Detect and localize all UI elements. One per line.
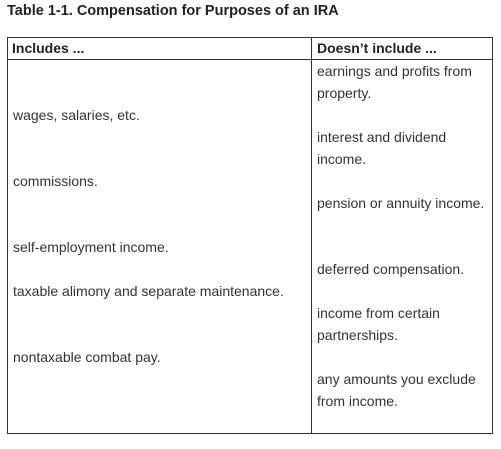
table-header-row xyxy=(8,38,492,60)
excluded-item: earnings and profits from property. xyxy=(317,63,472,101)
excluded-item: income from certain partnerships. xyxy=(317,305,440,343)
header-doesnt-include: Doesn’t include ... xyxy=(317,40,437,56)
included-item: self-employment income. xyxy=(13,239,169,255)
included-item: wages, salaries, etc. xyxy=(13,107,140,123)
table-caption: Table 1-1. Compensation for Purposes of an IRA xyxy=(7,3,339,19)
column-divider xyxy=(311,38,312,433)
excluded-item: deferred compensation. xyxy=(317,261,465,277)
included-item: taxable alimony and separate maintenance. xyxy=(13,283,284,299)
excluded-item: any amounts you exclude from income. xyxy=(317,371,476,409)
included-item: commissions. xyxy=(13,173,98,189)
compensation-table xyxy=(7,37,493,434)
header-includes: Includes ... xyxy=(12,40,85,56)
excluded-item: pension or annuity income. xyxy=(317,195,485,211)
included-item: nontaxable combat pay. xyxy=(13,349,161,365)
excluded-item: interest and dividend income. xyxy=(317,129,447,167)
